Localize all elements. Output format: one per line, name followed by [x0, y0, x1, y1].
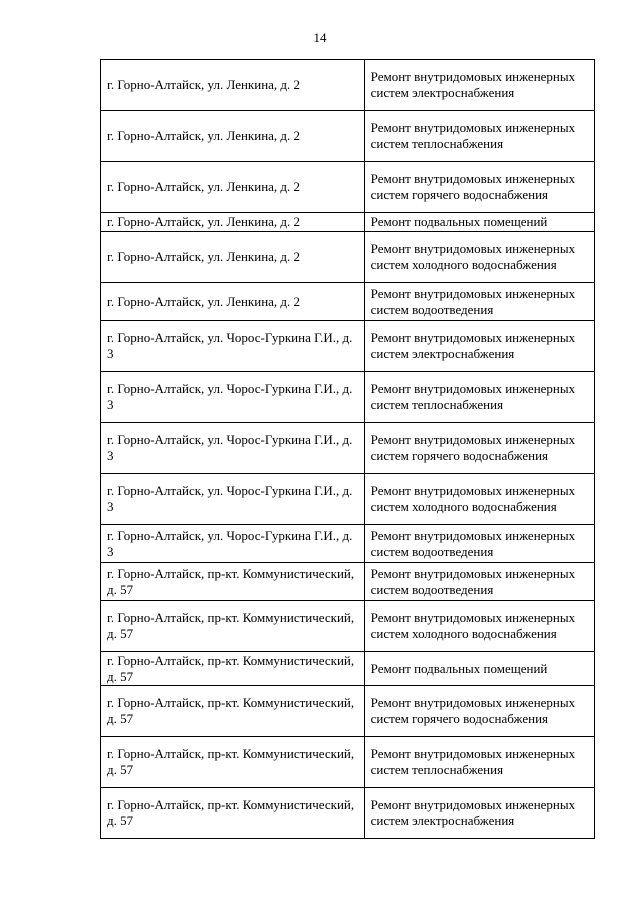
table-row	[101, 162, 595, 213]
address-cell: г. Горно-Алтайск, пр-кт. Коммунистический, д. 57	[101, 686, 365, 737]
address-cell: г. Горно-Алтайск, ул. Ленкина, д. 2	[101, 162, 365, 213]
table-row	[101, 232, 595, 283]
table-row	[101, 60, 595, 111]
table-row	[101, 423, 595, 474]
work-type-cell: Ремонт внутридомовых инженерных систем электроснабжения	[364, 788, 594, 839]
page-number: 14	[313, 30, 327, 45]
work-type-cell: Ремонт внутридомовых инженерных систем водоотведения	[364, 563, 594, 601]
work-type-cell: Ремонт внутридомовых инженерных систем горячего водоснабжения	[364, 162, 594, 213]
table-row	[101, 372, 595, 423]
work-type-cell: Ремонт внутридомовых инженерных систем теплоснабжения	[364, 737, 594, 788]
work-type-cell: Ремонт внутридомовых инженерных систем горячего водоснабжения	[364, 686, 594, 737]
table-row	[101, 788, 595, 839]
address-cell: г. Горно-Алтайск, ул. Чорос-Гуркина Г.И., д. 3	[101, 525, 365, 563]
work-type-cell: Ремонт внутридомовых инженерных систем холодного водоснабжения	[364, 474, 594, 525]
work-type-cell: Ремонт внутридомовых инженерных систем холодного водоснабжения	[364, 601, 594, 652]
address-cell: г. Горно-Алтайск, пр-кт. Коммунистический, д. 57	[101, 737, 365, 788]
work-type-cell: Ремонт внутридомовых инженерных систем теплоснабжения	[364, 372, 594, 423]
work-type-cell: Ремонт внутридомовых инженерных систем водоотведения	[364, 525, 594, 563]
table-row	[101, 213, 595, 232]
table-row	[101, 321, 595, 372]
address-cell: г. Горно-Алтайск, ул. Ленкина, д. 2	[101, 283, 365, 321]
table-row	[101, 652, 595, 686]
work-type-cell: Ремонт внутридомовых инженерных систем горячего водоснабжения	[364, 423, 594, 474]
table-row	[101, 111, 595, 162]
work-type-cell: Ремонт внутридомовых инженерных систем водоотведения	[364, 283, 594, 321]
work-type-cell: Ремонт внутридомовых инженерных систем теплоснабжения	[364, 111, 594, 162]
table-row	[101, 563, 595, 601]
address-cell: г. Горно-Алтайск, пр-кт. Коммунистический, д. 57	[101, 563, 365, 601]
table-row	[101, 474, 595, 525]
address-cell: г. Горно-Алтайск, ул. Чорос-Гуркина Г.И., д. 3	[101, 423, 365, 474]
address-cell: г. Горно-Алтайск, ул. Чорос-Гуркина Г.И., д. 3	[101, 321, 365, 372]
address-cell: г. Горно-Алтайск, ул. Чорос-Гуркина Г.И., д. 3	[101, 372, 365, 423]
table-row	[101, 686, 595, 737]
table-row	[101, 601, 595, 652]
work-type-cell: Ремонт внутридомовых инженерных систем электроснабжения	[364, 60, 594, 111]
address-cell: г. Горно-Алтайск, пр-кт. Коммунистический, д. 57	[101, 788, 365, 839]
address-cell: г. Горно-Алтайск, ул. Ленкина, д. 2	[101, 111, 365, 162]
address-cell: г. Горно-Алтайск, ул. Ленкина, д. 2	[101, 60, 365, 111]
work-type-cell: Ремонт подвальных помещений	[364, 213, 594, 232]
work-type-cell: Ремонт внутридомовых инженерных систем электроснабжения	[364, 321, 594, 372]
address-cell: г. Горно-Алтайск, ул. Ленкина, д. 2	[101, 213, 365, 232]
table-row	[101, 283, 595, 321]
address-cell: г. Горно-Алтайск, пр-кт. Коммунистический, д. 57	[101, 652, 365, 686]
address-cell: г. Горно-Алтайск, ул. Чорос-Гуркина Г.И., д. 3	[101, 474, 365, 525]
work-type-cell: Ремонт внутридомовых инженерных систем холодного водоснабжения	[364, 232, 594, 283]
table-row	[101, 737, 595, 788]
works-table-body	[101, 60, 595, 839]
address-cell: г. Горно-Алтайск, пр-кт. Коммунистический, д. 57	[101, 601, 365, 652]
table-row	[101, 525, 595, 563]
works-table	[100, 59, 595, 839]
work-type-cell: Ремонт подвальных помещений	[364, 652, 594, 686]
address-cell: г. Горно-Алтайск, ул. Ленкина, д. 2	[101, 232, 365, 283]
